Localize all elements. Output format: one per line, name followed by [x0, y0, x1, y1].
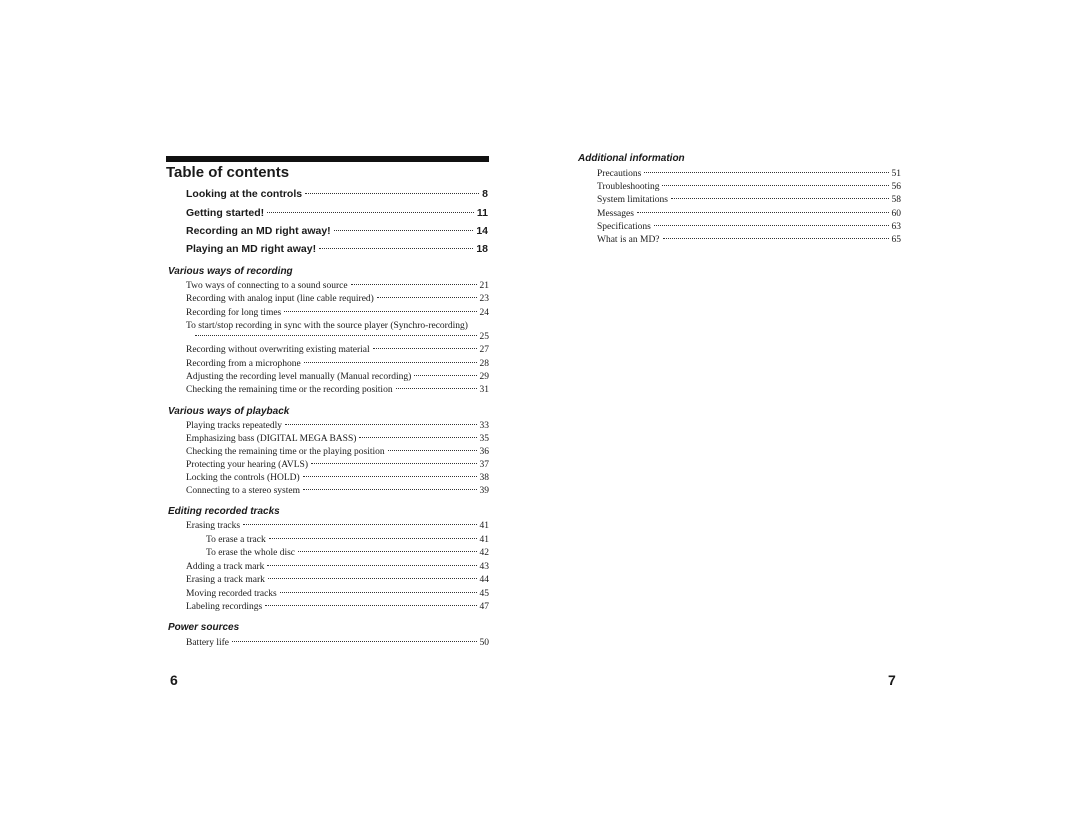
section-heading-playback: Various ways of playback	[168, 406, 290, 417]
leader-dots	[396, 388, 477, 389]
section-heading-recording: Various ways of recording	[168, 266, 293, 277]
toc-entry[interactable]	[186, 460, 489, 470]
toc-page: 21	[479, 281, 489, 291]
title-rule	[166, 156, 489, 162]
toc-page: 60	[891, 209, 901, 219]
toc-label: Recording with analog input (line cable required)	[186, 294, 374, 304]
leader-dots	[267, 212, 474, 213]
leader-dots	[232, 641, 477, 642]
toc-page: 42	[479, 548, 489, 558]
toc-entry[interactable]	[186, 281, 489, 291]
toc-label: Locking the controls (HOLD)	[186, 473, 300, 483]
leader-dots	[311, 463, 477, 464]
toc-page: 31	[479, 385, 489, 395]
toc-page: 23	[479, 294, 489, 304]
leader-dots	[644, 172, 888, 173]
toc-entry[interactable]	[186, 486, 489, 496]
leader-dots	[269, 538, 477, 539]
toc-label: Two ways of connecting to a sound source	[186, 281, 348, 291]
toc-entry[interactable]	[186, 434, 489, 444]
toc-entry-sub[interactable]	[206, 548, 489, 558]
leader-dots	[388, 450, 477, 451]
leader-dots	[637, 212, 889, 213]
toc-page: 33	[479, 421, 489, 431]
toc-page: 50	[479, 638, 489, 648]
toc-page: 39	[479, 486, 489, 496]
toc-page: 45	[479, 589, 489, 599]
toc-page: 25	[479, 332, 489, 342]
toc-entry-wrapped-label[interactable]: To start/stop recording in sync with the source player (Synchro-recording)	[186, 321, 468, 331]
leader-dots	[359, 437, 476, 438]
leader-dots	[243, 524, 476, 525]
toc-label: Recording without overwriting existing material	[186, 345, 370, 355]
toc-entry[interactable]	[186, 308, 489, 318]
toc-label: Erasing a track mark	[186, 575, 265, 585]
toc-main-recording[interactable]	[186, 225, 488, 237]
toc-entry[interactable]	[186, 602, 489, 612]
toc-entry-sub[interactable]	[206, 535, 489, 545]
section-heading-power: Power sources	[168, 622, 240, 633]
toc-label: Checking the remaining time or the playing position	[186, 447, 385, 457]
leader-dots	[280, 592, 477, 593]
section-heading-additional: Additional information	[578, 153, 685, 164]
toc-page: 18	[476, 243, 488, 255]
toc-page: 41	[479, 521, 489, 531]
leader-dots	[663, 238, 889, 239]
toc-main-playing[interactable]	[186, 243, 488, 255]
toc-label: Recording for long times	[186, 308, 282, 318]
toc-page: 41	[479, 535, 489, 545]
toc-label: Precautions	[597, 169, 642, 179]
leader-dots	[671, 198, 889, 199]
toc-label: Messages	[597, 209, 634, 219]
toc-entry[interactable]	[186, 359, 489, 369]
toc-main-getting-started[interactable]	[186, 207, 488, 219]
toc-entry[interactable]	[186, 589, 489, 599]
toc-entry[interactable]	[186, 638, 489, 648]
toc-entry[interactable]	[597, 222, 901, 232]
toc-label: Playing an MD right away!	[186, 243, 317, 255]
toc-label: To erase a track	[206, 535, 266, 545]
toc-label: Playing tracks repeatedly	[186, 421, 283, 431]
toc-entry[interactable]	[186, 521, 489, 531]
toc-entry[interactable]	[186, 575, 489, 585]
toc-page: 44	[479, 575, 489, 585]
leader-dots	[267, 565, 476, 566]
toc-page: 24	[479, 308, 489, 318]
leader-dots	[654, 225, 889, 226]
toc-label: Adding a track mark	[186, 562, 265, 572]
page-title: Table of contents	[166, 164, 290, 181]
toc-label: Recording an MD right away!	[186, 225, 331, 237]
leader-dots	[303, 489, 477, 490]
toc-entry[interactable]	[597, 235, 901, 245]
toc-entry[interactable]	[186, 562, 489, 572]
toc-entry[interactable]	[186, 421, 489, 431]
page-number-right: 7	[888, 672, 896, 688]
leader-dots	[373, 348, 477, 349]
right-page	[540, 0, 1080, 834]
leader-dots	[303, 476, 477, 477]
toc-label: Troubleshooting	[597, 182, 660, 192]
leader-dots	[268, 578, 477, 579]
toc-label: Specifications	[597, 222, 651, 232]
toc-entry[interactable]	[186, 473, 489, 483]
toc-page: 56	[891, 182, 901, 192]
leader-dots	[285, 424, 476, 425]
toc-page: 58	[891, 195, 901, 205]
toc-entry[interactable]	[597, 182, 901, 192]
page-number-left: 6	[170, 672, 178, 688]
toc-page: 27	[479, 345, 489, 355]
toc-entry[interactable]	[186, 447, 489, 457]
toc-label: System limitations	[597, 195, 668, 205]
toc-label: Emphasizing bass (DIGITAL MEGA BASS)	[186, 434, 357, 444]
toc-label: Connecting to a stereo system	[186, 486, 300, 496]
toc-label: Checking the remaining time or the recording position	[186, 385, 393, 395]
leader-dots	[414, 375, 476, 376]
leader-dots	[298, 551, 476, 552]
toc-page: 35	[479, 434, 489, 444]
toc-label: Protecting your hearing (AVLS)	[186, 460, 308, 470]
toc-page: 14	[476, 225, 488, 237]
toc-page: 51	[891, 169, 901, 179]
section-heading-editing: Editing recorded tracks	[168, 506, 280, 517]
toc-entry[interactable]	[186, 345, 489, 355]
toc-page: 43	[479, 562, 489, 572]
toc-label: Adjusting the recording level manually (Manual recording)	[186, 372, 412, 382]
toc-page: 63	[891, 222, 901, 232]
leader-dots	[304, 362, 477, 363]
toc-page: 28	[479, 359, 489, 369]
leader-dots	[319, 248, 473, 249]
toc-entry[interactable]	[186, 385, 489, 395]
toc-label: Moving recorded tracks	[186, 589, 277, 599]
toc-page: 37	[479, 460, 489, 470]
toc-label: Labeling recordings	[186, 602, 263, 612]
toc-page: 29	[479, 372, 489, 382]
leader-dots	[195, 335, 477, 336]
toc-label: What is an MD?	[597, 235, 660, 245]
toc-page: 38	[479, 473, 489, 483]
leader-dots	[334, 230, 474, 231]
toc-page: 11	[476, 207, 488, 219]
toc-entry[interactable]	[186, 372, 489, 382]
toc-label: Looking at the controls	[186, 188, 303, 200]
leader-dots	[265, 605, 476, 606]
toc-label: Battery life	[186, 638, 229, 648]
toc-label: Getting started!	[186, 207, 265, 219]
leader-dots	[377, 297, 477, 298]
leader-dots	[305, 193, 479, 194]
leader-dots	[351, 284, 477, 285]
toc-page: 47	[479, 602, 489, 612]
toc-entry[interactable]	[597, 169, 901, 179]
toc-main-controls[interactable]	[186, 188, 488, 200]
toc-entry[interactable]	[597, 209, 901, 219]
leader-dots	[284, 311, 476, 312]
toc-entry-continuation[interactable]	[192, 332, 489, 342]
toc-label: To erase the whole disc	[206, 548, 296, 558]
toc-page: 36	[479, 447, 489, 457]
toc-entry[interactable]	[186, 294, 489, 304]
leader-dots	[662, 185, 888, 186]
toc-label: Erasing tracks	[186, 521, 241, 531]
toc-label: Recording from a microphone	[186, 359, 301, 369]
toc-page: 8	[482, 188, 488, 200]
toc-entry[interactable]	[597, 195, 901, 205]
toc-page: 65	[891, 235, 901, 245]
